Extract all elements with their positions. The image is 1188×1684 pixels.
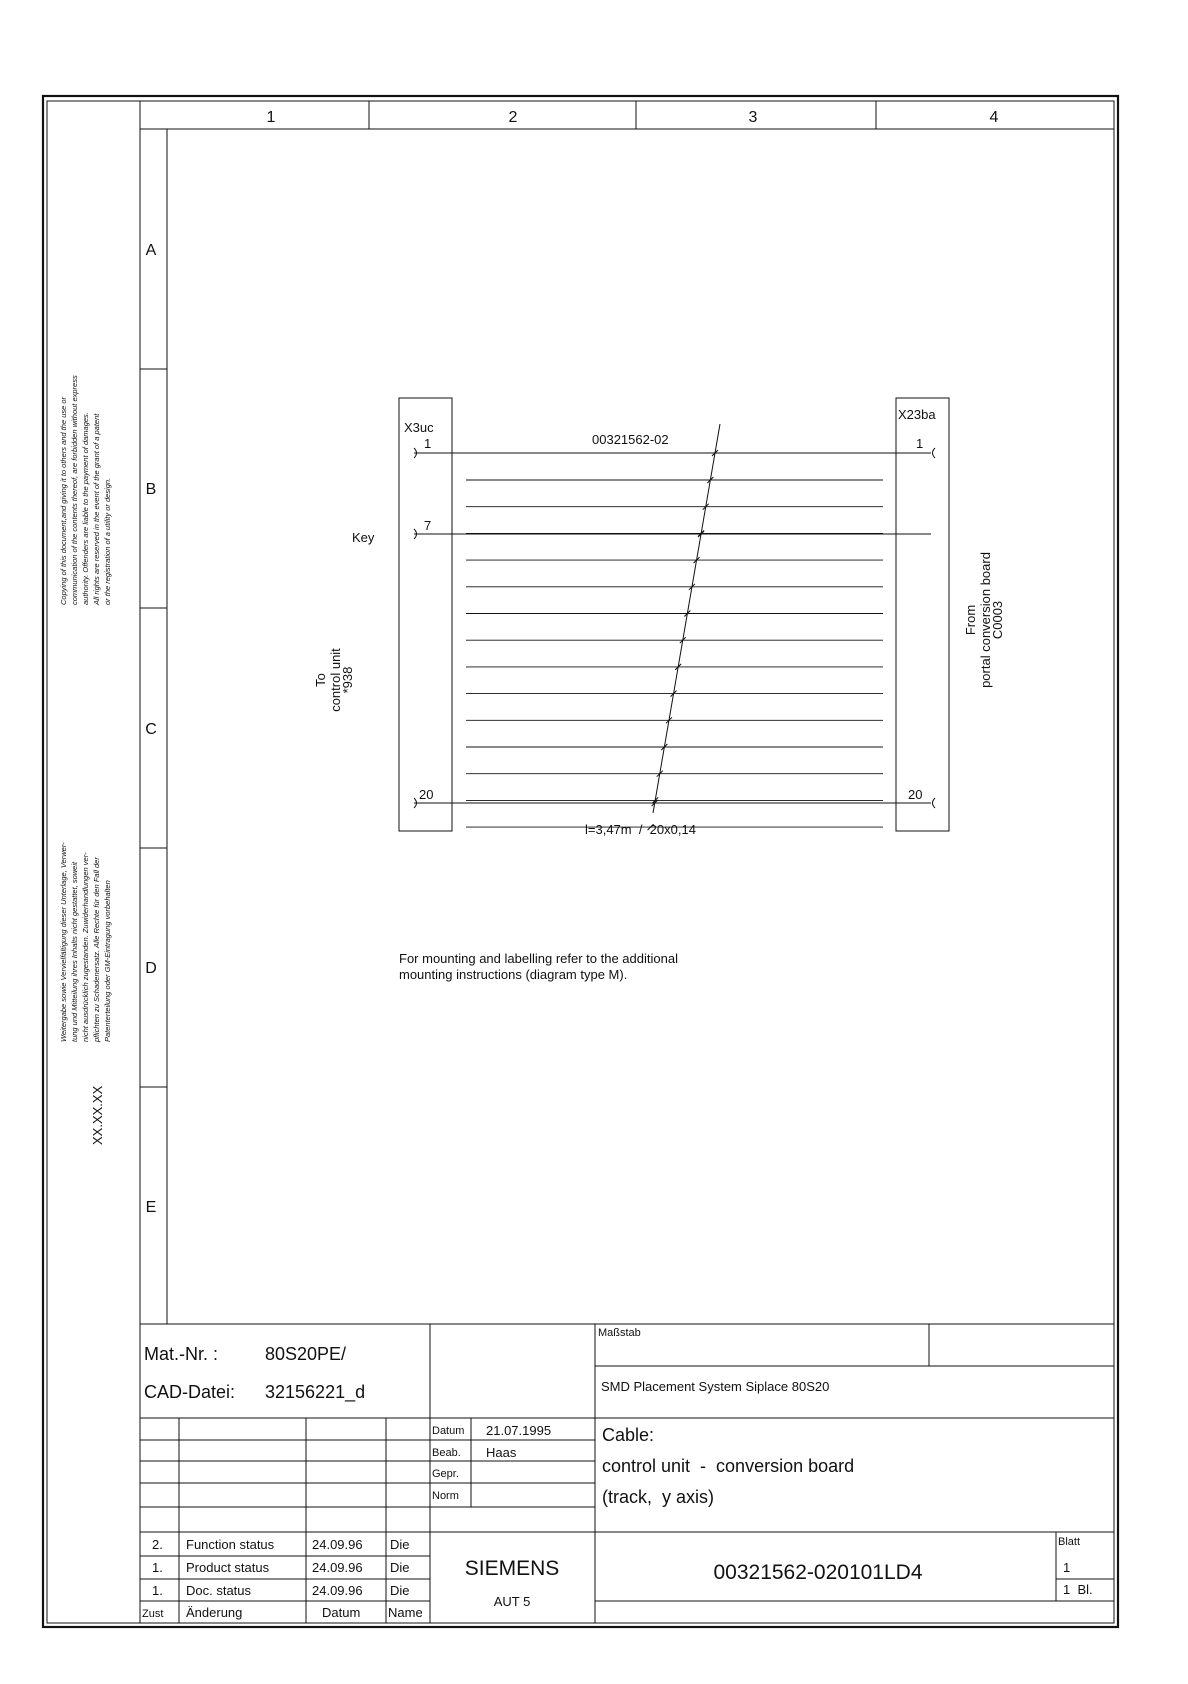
gepr-label: Gepr. (432, 1468, 459, 1480)
left-destination (313, 648, 355, 712)
rev-3-zust: 1. (152, 1583, 163, 1598)
svg-text:All rights are reserved in the: All rights are reserved in the event of the grant of a patent (92, 413, 101, 605)
cad-file-label: CAD-Datei: (144, 1382, 236, 1402)
svg-text:From: From (963, 604, 978, 636)
system-name: SMD Placement System Siplace 80S20 (601, 1379, 830, 1394)
rev-header-name: Name (388, 1605, 423, 1620)
rev-1-change: Function status (186, 1537, 275, 1552)
copyright-notice-de (59, 842, 112, 1043)
row-label-a: A (145, 242, 157, 259)
connector-left-label: X3uc (404, 420, 434, 435)
document-number: 00321562-020101LD4 (713, 1561, 923, 1584)
svg-text:control unit: control unit (328, 648, 343, 712)
mat-nr-value: 80S20PE/ (265, 1344, 347, 1364)
svg-text:*938: *938 (340, 666, 355, 694)
rev-2-date: 24.09.96 (312, 1560, 363, 1575)
svg-text:or the registration of a utili: or the registration of a utility or design. (103, 477, 112, 605)
cable-bundle (466, 450, 883, 830)
datum-label: Datum (432, 1425, 465, 1437)
rev-1-name: Die (390, 1537, 410, 1552)
beab-label: Beab. (432, 1447, 461, 1459)
norm-label: Norm (432, 1490, 459, 1502)
svg-text:C0003: C0003 (990, 600, 1005, 640)
cable-spec: l=3,47m / 20x0,14 (585, 822, 696, 837)
pin-left-1: 1 (424, 436, 432, 451)
rev-header-change: Änderung (186, 1605, 243, 1620)
svg-text:communication of the contents: communication of the contents thereof, are forbidden without express (70, 375, 79, 605)
mounting-note-line-2: mounting instructions (diagram type M). (399, 967, 628, 982)
rev-3-name: Die (390, 1583, 410, 1598)
column-label-4: 4 (989, 109, 999, 126)
row-label-e: E (145, 1199, 157, 1216)
beab-value: Haas (486, 1445, 517, 1460)
cable-slash (653, 424, 720, 813)
rev-3-change: Doc. status (186, 1583, 252, 1598)
rev-1-date: 24.09.96 (312, 1537, 363, 1552)
drawing-title-line-1: Cable: (602, 1425, 655, 1445)
company-name: SIEMENS (464, 1557, 560, 1580)
sheet-total: 1 Bl. (1063, 1582, 1093, 1597)
sheet-number: 1 (1063, 1560, 1071, 1575)
rev-1-zust: 2. (152, 1537, 163, 1552)
row-label-c: C (145, 721, 157, 738)
svg-text:authority. Offenders are liabl: authority. Offenders are liable to the payment of damages. (81, 412, 90, 605)
rev-2-zust: 1. (152, 1560, 163, 1575)
sheet-label: Blatt (1058, 1536, 1081, 1548)
svg-text:Copying of this document,and g: Copying of this document,and giving it to others and the use or (59, 396, 68, 605)
drawing-title-line-3: (track, y axis) (602, 1487, 715, 1507)
svg-text:Weitergabe sowie Vervielfältig: Weitergabe sowie Vervielfältigung dieser Unterlage, Verwer- (59, 842, 68, 1042)
row-label-b: B (145, 481, 157, 498)
svg-text:pflichten zu Schadenersatz. Al: pflichten zu Schadenersatz. Alle Rechte für den Fall der (92, 857, 101, 1042)
pin-right-20: 20 (908, 787, 923, 802)
mat-nr-label: Mat.-Nr. : (144, 1344, 219, 1364)
rev-3-date: 24.09.96 (312, 1583, 363, 1598)
department: AUT 5 (493, 1594, 531, 1609)
pin-left-7: 7 (424, 518, 432, 533)
row-label-d: D (145, 960, 157, 977)
svg-text:tung und Mitteilung ihres Inha: tung und Mitteilung ihres Inhalts nicht gestattet, soweit (70, 861, 79, 1042)
svg-text:nicht ausdrücklich zugestanden: nicht ausdrücklich zugestanden. Zuwiderhandlungen ver- (81, 852, 90, 1042)
cad-file-value: 32156221_d (265, 1382, 366, 1402)
connector-left-x3uc (399, 398, 452, 831)
copyright-notice-en (59, 375, 112, 606)
right-destination (963, 552, 1005, 688)
mounting-note-line-1: For mounting and labelling refer to the additional (399, 951, 678, 966)
svg-text:Patenterteilung oder GM-Eintra: Patenterteilung oder GM-Eintragung vorbehalten (103, 880, 112, 1042)
key-label: Key (352, 530, 375, 545)
side-code: XX.XX.XX (90, 1085, 105, 1145)
svg-text:portal conversion board: portal conversion board (978, 552, 993, 688)
connector-right-label: X23ba (898, 407, 936, 422)
datum-value: 21.07.1995 (486, 1423, 552, 1438)
cable-number: 00321562-02 (592, 432, 669, 447)
pin-right-1: 1 (916, 436, 924, 451)
scale-label: Maßstab (598, 1327, 641, 1339)
drawing-title-line-2: control unit - conversion board (602, 1456, 855, 1476)
rev-2-name: Die (390, 1560, 410, 1575)
column-label-3: 3 (748, 109, 758, 126)
rev-2-change: Product status (186, 1560, 270, 1575)
column-label-1: 1 (266, 109, 276, 126)
svg-text:To: To (313, 673, 328, 687)
connector-right-x23ba (896, 398, 949, 831)
rev-header-zust: Zust (142, 1608, 164, 1620)
column-label-2: 2 (508, 109, 518, 126)
pin-left-20: 20 (419, 787, 434, 802)
rev-header-date: Datum (322, 1605, 361, 1620)
